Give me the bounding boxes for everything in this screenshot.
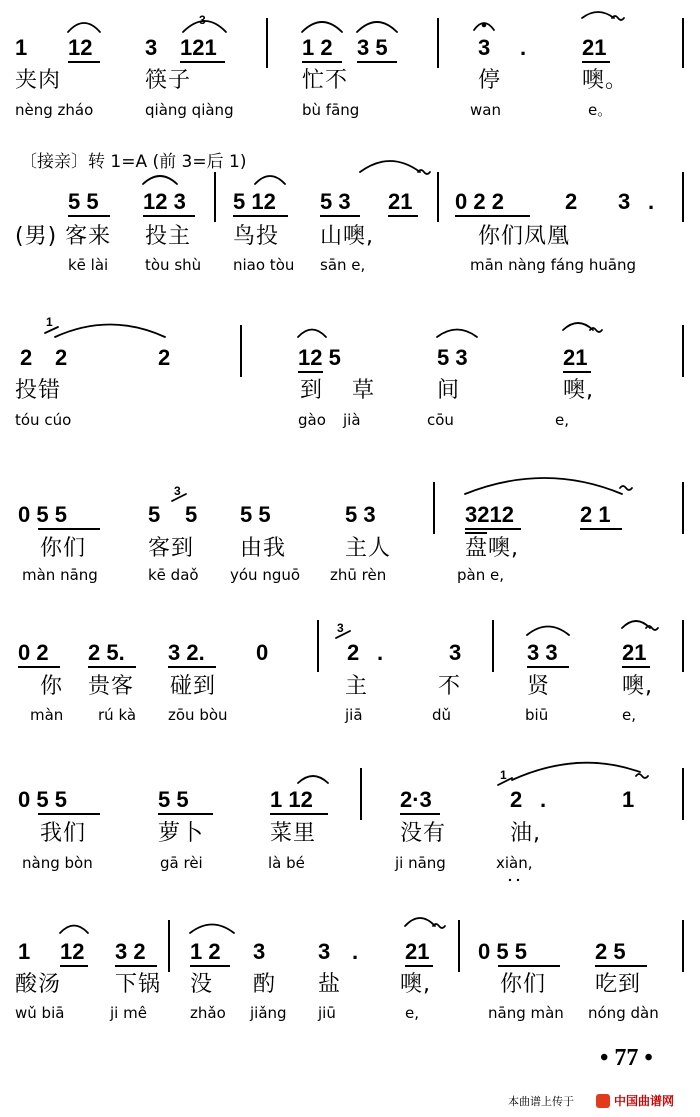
note-group: 2 5 [595,939,626,964]
pinyin: gā rèi [160,854,203,872]
slur [143,176,177,184]
slur [512,763,640,780]
page-number: • 77 • [600,1045,653,1071]
slur [302,22,342,32]
slur [68,23,100,32]
pinyin: zhǎo [190,1004,226,1022]
pinyin: jià [343,411,361,429]
lyric: 吃到 [595,972,642,997]
note-group: 5 [185,502,198,527]
note-group: 3 2. [168,640,205,665]
pinyin: e, [622,706,636,724]
lyric: 你们 [40,536,87,561]
note-group: 0 [256,640,269,665]
slur [582,12,614,18]
lyric: 下锅 [115,972,162,997]
lyric: 酌 [253,972,277,997]
grace-stroke [45,327,58,333]
note-group: 0 2 2 [455,189,504,214]
pinyin: wǔ biā [15,1004,65,1022]
pinyin: zōu bòu [168,706,228,724]
pinyin: pàn e, [457,566,504,584]
lyric: 噢。 [582,68,629,93]
note-group: 0 2 [18,640,49,665]
note-group: 5 5 [240,502,271,527]
note-group: 12 [68,35,93,60]
slur [190,925,234,934]
fermata-dot [482,23,487,28]
lyric: 投错 [15,378,62,403]
lyric: 我们 [40,821,87,846]
grace-stroke [336,631,350,638]
lyric: (男) 客来 [15,224,112,249]
note-group: 2 [510,787,523,812]
pinyin: biū [525,706,549,724]
lyric: 盐 [318,972,342,997]
note-group: 3 [145,35,158,60]
note-group: 1 [622,787,635,812]
pinyin: tóu cúo [15,411,72,429]
grace-note: 3 [174,484,181,498]
pinyin: nàng bòn [22,854,93,872]
pinyin: ji nāng [395,854,446,872]
lyric: 你 [40,674,64,699]
note-group: 1 [18,939,31,964]
slur [60,926,88,934]
footer-logo: 中国曲谱网 [614,1094,675,1108]
note-group: 2 [347,640,360,665]
note-group: 3 2 [115,939,146,964]
note-group: 12 5 [298,345,341,370]
note-group: 2 5. [88,640,125,665]
slur [563,323,593,330]
tempo-instruction: 〔接亲〕转 1=A (前 3=后 1) [20,152,247,172]
slur [465,478,622,494]
lyric: 你们 [500,972,547,997]
note-group: 5 3 [320,189,351,214]
lyric: 鸟投 [233,224,280,249]
pinyin: kē daǒ [148,566,199,584]
pinyin: jiā [345,706,363,724]
grace-note: 3 [337,621,344,635]
lyric: 山噢, [320,224,374,249]
pinyin: xiàn, [496,854,533,872]
ornament-digit: 3 [199,13,206,27]
footer-text: 本曲谱上传于 [508,1095,574,1108]
pinyin: là bé [268,854,305,872]
note-group: 2 [565,189,578,214]
note-group: 21 [563,345,588,370]
dot-duration: . [520,35,527,60]
note-group: 2·3 [400,787,432,812]
slur [405,918,435,926]
pinyin: tòu shù [145,256,202,274]
lyric: 萝卜 [158,821,205,846]
note-group: 2 [20,345,33,370]
dot-duration: . [648,189,655,214]
grace-note: 1 [500,768,507,782]
pinyin: e, [405,1004,419,1022]
dot-duration: . [540,787,547,812]
pinyin: sān e, [320,256,366,274]
dot-duration: . [352,939,359,964]
lyric: 由我 [240,536,287,561]
note-group: 5 12 [233,189,276,214]
grace-stroke [172,494,186,501]
pinyin: ji mê [110,1004,147,1022]
slur [360,161,420,172]
note-group: 1 [15,35,28,60]
lyric: 贵客 [88,674,135,699]
trill-mark [646,626,658,630]
note-group: 5 3 [345,502,376,527]
lyric: 菜里 [270,821,317,846]
pinyin: nāng màn [488,1004,564,1022]
pinyin: jiū [318,1004,336,1022]
note-group: 3212 [465,502,514,527]
pinyin: yóu nguō [230,566,301,584]
lyric: 酸汤 [15,972,62,997]
note-group: 1 2 [302,35,333,60]
note-group: 3 [478,35,491,60]
slur [298,776,328,783]
slur [255,176,285,184]
grace-note: 1 [46,315,53,329]
pinyin: màn nāng [22,566,98,584]
lyric: 停 [478,68,502,93]
note-group: 2 [158,345,171,370]
note-group: 1 2 [190,939,221,964]
note-group: 3 5 [357,35,388,60]
note-group: 3 [449,640,462,665]
lyric: 没有 [400,821,447,846]
slur [527,627,569,636]
lyric: 筷子 [145,68,192,93]
note-group: 121 [180,35,217,60]
note-group: 3 [318,939,331,964]
lyric: 贤 [527,674,551,699]
note-group: 3 [253,939,266,964]
pinyin: niao tòu [233,256,295,274]
note-group: 12 3 [143,189,186,214]
lyric: 碰到 [170,674,217,699]
lyric: 主 [345,674,369,699]
lyric: 客到 [148,536,195,561]
pinyin: rú kà [98,706,137,724]
pinyin: kē lài [68,256,109,274]
lyric: 忙不 [302,68,349,93]
lyric: 间 [437,378,461,403]
note-group: 3 [618,189,631,214]
note-group: 5 [148,502,161,527]
note-group: 5 3 [437,345,468,370]
note-group: 0 5 5 [18,502,67,527]
pinyin: nóng dàn [588,1004,659,1022]
note-group: 2 1 [580,502,611,527]
pinyin: bù fāng [302,101,360,119]
slur [437,330,477,338]
logo-icon [596,1094,610,1108]
pinyin: nèng zháo [15,101,94,119]
lyric: 油, [510,821,541,846]
pinyin: cōu [427,411,454,429]
pinyin: mān nàng fáng huāng [470,256,637,274]
trill-mark [620,486,632,490]
lyric: 盘噢, [465,536,519,561]
pinyin: e。 [588,101,613,119]
lyric: 噢, [400,972,431,997]
pinyin: gào [298,411,326,429]
bar-line [682,172,684,222]
pinyin: wan [470,101,501,119]
note-group: 21 [622,640,647,665]
slur [55,325,165,338]
grace-stroke [498,778,512,785]
note-group: 21 [582,35,607,60]
note-group: 5 5 [68,189,99,214]
note-group: 5 5 [158,787,189,812]
note-group: 2 [55,345,68,370]
pinyin: dǔ [432,706,452,724]
slur [357,22,397,32]
pinyin: jiǎng [250,1004,287,1022]
lyric: 主人 [345,536,392,561]
lyric: 噢, [563,378,594,403]
note-group: 12 [60,939,85,964]
trill-mark [636,774,648,778]
lyric: 你们凤凰 [478,224,571,249]
pinyin: zhū rèn [330,566,387,584]
note-group: 21 [405,939,430,964]
note-group: 0 5 5 [478,939,527,964]
lyric: 噢, [622,674,653,699]
pinyin: màn [30,706,64,724]
note-group: 1 12 [270,787,313,812]
lyric: 到 [300,378,324,403]
dot-duration: . [377,640,384,665]
pinyin: qiàng qiàng [145,101,234,119]
lyric: 没 [190,972,214,997]
note-group: 21 [388,189,413,214]
note-group: 3 3 [527,640,558,665]
slur [298,330,326,338]
pinyin: e, [555,411,569,429]
lyric: 夹肉 [15,68,62,93]
lyric: 不 [438,674,462,699]
note-group: 0 5 5 [18,787,67,812]
lyric: 草 [352,378,376,403]
lyric: 投主 [145,224,192,249]
